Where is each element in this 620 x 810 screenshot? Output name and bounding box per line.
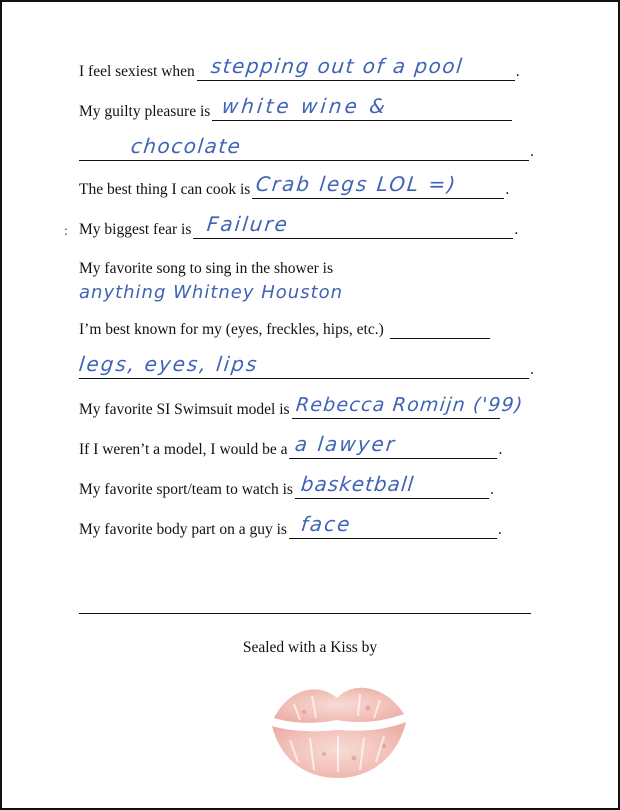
answer-bodypart: face [299, 512, 353, 536]
answer-sport: basketball [299, 472, 416, 496]
label-guilty: My guilty pleasure is [79, 103, 211, 120]
signature-label: Sealed with a Kiss by [242, 639, 378, 656]
period: . [489, 481, 494, 498]
period: . [530, 361, 534, 378]
label-song: My favorite song to sing in the shower is [79, 260, 334, 277]
answer-cook: Crab legs LOL =) [255, 172, 459, 196]
answer-fear: Failure [206, 212, 291, 236]
blank-model[interactable] [292, 394, 525, 419]
period: . [515, 63, 520, 80]
answer-song: anything Whitney Houston [79, 282, 344, 303]
answer-guilty-continued: chocolate [129, 134, 243, 158]
row-known [79, 320, 490, 339]
lipstick-kiss-icon [264, 674, 414, 784]
label-sport: My favorite sport/team to watch is [79, 481, 293, 498]
row-song [79, 260, 333, 278]
row-sexiest [79, 54, 520, 81]
label-fear: My biggest fear is [79, 221, 192, 238]
label-model: My favorite SI Swimsuit model is [79, 401, 290, 418]
blank-guilty[interactable] [212, 94, 512, 121]
blank-career[interactable] [289, 432, 497, 459]
answer-known: legs, eyes, lips [77, 352, 260, 376]
blank-known-continued[interactable] [77, 352, 529, 379]
answer-sexiest: stepping out of a pool [209, 54, 465, 78]
blank-guilty-continued[interactable] [79, 134, 529, 161]
row-sport [79, 472, 494, 499]
row-guilty-continued [79, 134, 534, 161]
row-fear [79, 212, 519, 239]
row-model [79, 394, 525, 419]
signature-line[interactable] [79, 613, 531, 614]
label-cook: The best thing I can cook is [79, 181, 251, 198]
period: . [497, 521, 502, 538]
row-guilty [79, 94, 512, 121]
row-cook [79, 172, 510, 199]
blank-fear[interactable] [193, 212, 513, 239]
answer-guilty: white wine & [221, 94, 390, 118]
answer-model: Rebecca Romijn ('99) [294, 394, 525, 416]
blank-cook[interactable] [252, 172, 504, 199]
label-known: I’m best known for my (eyes, freckles, hips, etc.) [79, 321, 384, 338]
period: . [498, 441, 503, 458]
blank-sexiest[interactable] [197, 54, 515, 81]
blank-bodypart[interactable] [289, 512, 497, 539]
label-career: If I weren’t a model, I would be a [79, 441, 288, 458]
row-career [79, 432, 503, 459]
blank-sport[interactable] [295, 472, 489, 499]
label-bodypart: My favorite body part on a guy is [79, 521, 287, 538]
period: . [530, 143, 534, 160]
row-known-continued [77, 352, 534, 379]
period: . [505, 181, 510, 198]
label-sexiest: I feel sexiest when [79, 63, 195, 80]
margin-mark: : [64, 224, 68, 239]
blank-known[interactable] [390, 320, 490, 339]
answer-career: a lawyer [294, 432, 398, 456]
row-bodypart [79, 512, 502, 539]
period: . [514, 221, 519, 238]
